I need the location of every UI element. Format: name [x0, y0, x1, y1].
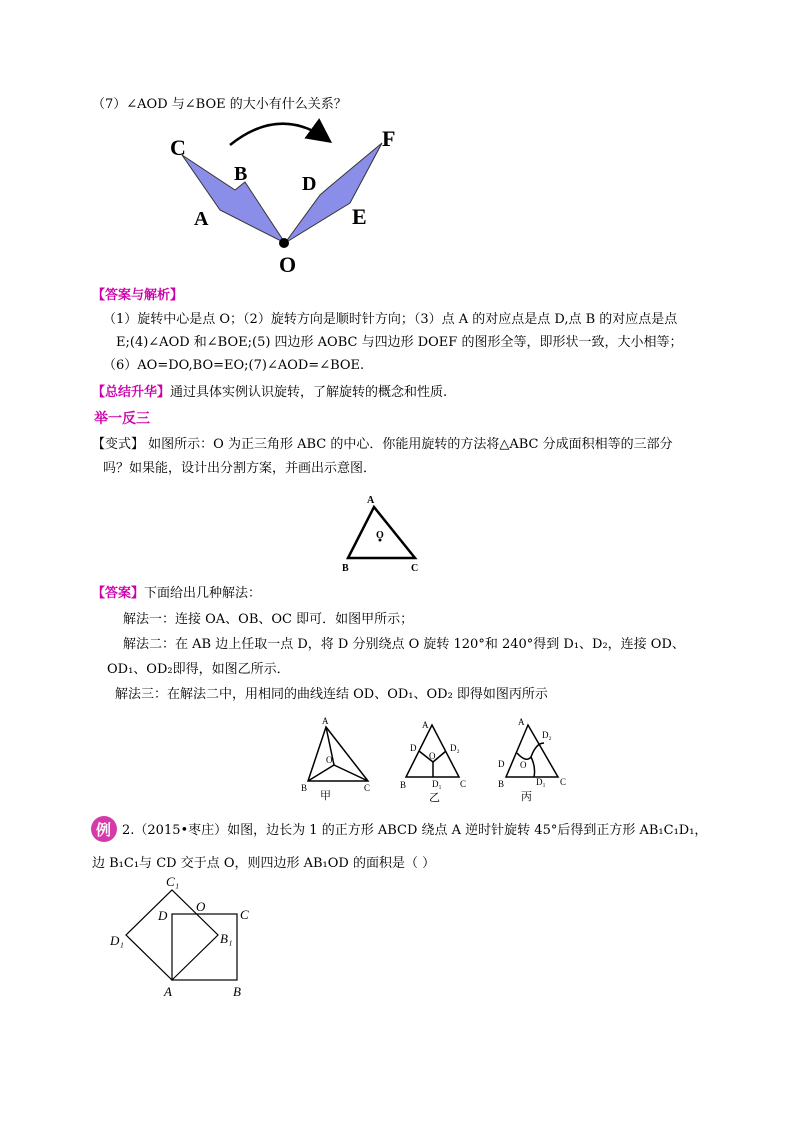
example-2-line-1: 2.（2015•枣庄）如图，边长为 1 的正方形 ABCD 绕点 A 逆时针旋转 45°后得到正方形 AB₁C₁D₁， — [122, 823, 708, 838]
svg-text:D: D — [498, 759, 505, 769]
label-o: O — [279, 252, 297, 277]
variant-text: 如图所示：O 为正三角形 ABC 的中心．你能用旋转的方法将△ABC 分成面积相等的三部分 — [144, 437, 673, 452]
rotated-square-figure — [100, 860, 280, 1005]
svg-text:D: D — [410, 743, 417, 753]
svg-text:A: A — [164, 984, 172, 999]
quad-doef — [285, 143, 382, 243]
answer-line-1: （1）旋转中心是点 O；（2）旋转方向是顺时针方向；（3）点 A 的对应点是点 D,点 B 的对应点是点 — [103, 312, 678, 327]
label-e: E — [352, 204, 367, 229]
svg-text:D: D — [158, 908, 168, 923]
svg-text:D₁: D₁ — [432, 779, 442, 789]
variant-header: 【变式】 — [92, 437, 145, 452]
answer2-text: 下面给出几种解法： — [144, 586, 262, 601]
summary-text: 通过具体实例认识旋转，了解旋转的概念和性质. — [170, 385, 448, 400]
tri-label-c: C — [411, 563, 419, 574]
svg-text:B₁: B₁ — [220, 931, 233, 946]
summary — [92, 384, 447, 402]
svg-text:A: A — [322, 716, 329, 726]
svg-text:D₁: D₁ — [110, 933, 124, 948]
solution-2b: OD₁、OD₂即得，如图乙所示． — [107, 662, 290, 677]
figure-bing — [488, 715, 578, 805]
variant-line-1 — [92, 436, 673, 454]
center-point-o — [279, 238, 289, 248]
label-a: A — [194, 208, 209, 230]
triangle-figure — [335, 492, 435, 577]
figure-jia — [296, 715, 386, 805]
label-d: D — [302, 173, 317, 195]
label-f: F — [382, 126, 396, 151]
svg-text:C: C — [560, 777, 567, 787]
answer2-header: 【答案】 — [92, 586, 145, 601]
variant-line-2: 吗？如果能，设计出分割方案，并画出示意图． — [103, 461, 377, 476]
rotation-arrow — [230, 124, 328, 145]
svg-text:B: B — [233, 984, 241, 999]
example-2-line-2: 边 B₁C₁与 CD 交于点 O，则四边形 AB₁OD 的面积是（ ） — [92, 856, 436, 871]
question-7: （7）∠AOD 与∠BOE 的大小有什么关系？ — [92, 97, 347, 112]
svg-text:O: O — [196, 899, 206, 914]
answer-header: 【答案与解析】 — [92, 288, 184, 303]
svg-text:C: C — [364, 783, 371, 793]
svg-text:A: A — [518, 717, 525, 727]
figure-yi — [396, 715, 476, 805]
practice-header: 举一反三 — [94, 411, 150, 427]
svg-text:C: C — [240, 907, 249, 922]
answer-line-2: E;(4)∠AOD 和∠BOE;(5) 四边形 AOBC 与四边形 DOEF 的图形全等，即形状一致，大小相等； — [116, 335, 683, 350]
tri-label-a: A — [367, 495, 375, 506]
svg-text:B: B — [301, 783, 308, 793]
svg-text:D₂: D₂ — [450, 743, 460, 753]
solution-3: 解法三：在解法二中，用相同的曲线连结 OD、OD₁、OD₂ 即得如图丙所示 — [115, 687, 548, 702]
solution-2a: 解法二：在 AB 边上任取一点 D，将 D 分别绕点 O 旋转 120°和 240°得到 D₁、D₂，连接 OD、 — [123, 637, 685, 652]
example-badge-icon — [90, 815, 118, 843]
svg-text:O: O — [326, 755, 333, 765]
svg-text:O: O — [429, 751, 436, 761]
answer-line-3: （6）AO=DO,BO=EO;(7)∠AOD=∠BOE. — [103, 358, 365, 373]
svg-text:A: A — [422, 720, 429, 730]
rotation-figure — [160, 110, 410, 280]
caption-yi: 乙 — [429, 791, 440, 804]
answer2 — [92, 585, 261, 603]
svg-text:D₁: D₁ — [536, 777, 546, 787]
svg-text:例: 例 — [96, 821, 112, 839]
svg-text:O: O — [520, 760, 527, 770]
tri-label-b: B — [342, 563, 349, 574]
summary-header: 【总结升华】 — [92, 385, 171, 400]
label-b: B — [234, 163, 248, 185]
label-c: C — [170, 135, 186, 160]
tri-label-o: O — [376, 530, 384, 541]
caption-jia: 甲 — [320, 789, 331, 802]
caption-bing: 丙 — [521, 790, 532, 803]
svg-text:C: C — [460, 779, 467, 789]
svg-text:B: B — [498, 779, 505, 789]
svg-text:B: B — [400, 780, 407, 790]
svg-text:C₁: C₁ — [166, 874, 180, 889]
solution-1: 解法一：连接 OA、OB、OC 即可．如图甲所示； — [123, 612, 414, 627]
svg-text:D₂: D₂ — [542, 730, 552, 740]
